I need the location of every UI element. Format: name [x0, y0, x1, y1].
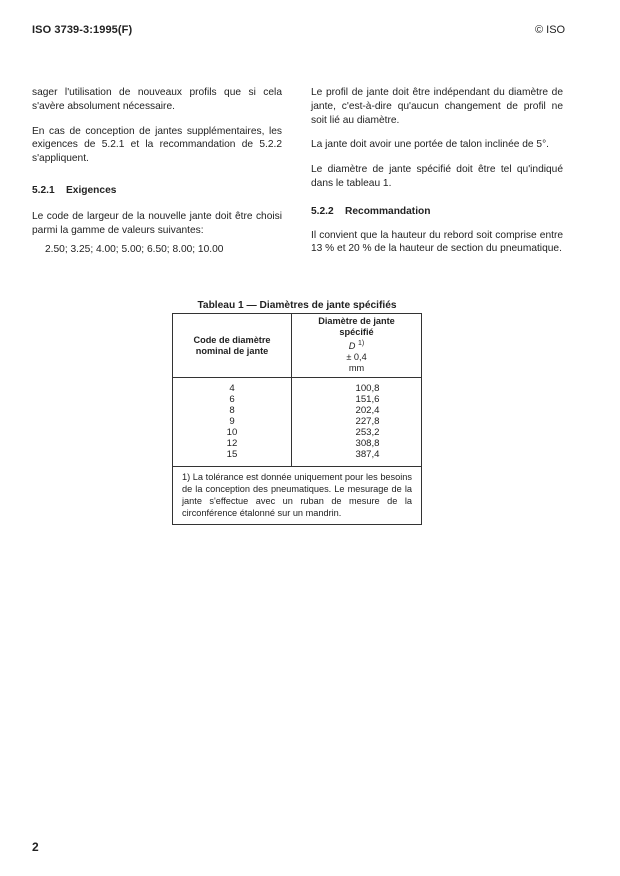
table-cell-diameter: 308,8 [355, 438, 380, 450]
table-body-row [173, 378, 422, 467]
table-cell-code: 6 [229, 394, 235, 406]
paragraph: Le diamètre de jante spécifié doit être tel qu'indiqué dans le tableau 1. [311, 164, 563, 189]
rim-diameter-table [172, 313, 422, 525]
table-header-row [173, 314, 422, 378]
section-title: Recommandation [345, 205, 431, 217]
header-code-line1: Code de diamètre [193, 334, 271, 345]
table-cell-diameter: 100,8 [355, 383, 380, 395]
table-1 [172, 300, 422, 525]
table-cell-diameter: 202,4 [355, 405, 380, 417]
rim-width-values: 2.50; 3.25; 4.00; 5.00; 6.50; 8.00; 10.00 [45, 244, 224, 256]
table-cell-diameter: 227,8 [355, 416, 380, 428]
table-cell-code: 4 [229, 383, 235, 395]
page-number: 2 [32, 840, 39, 854]
paragraph: sager l'utilisation de nouveaux profils que si cela s'avère absolument nécessaire. [32, 87, 282, 112]
header-unit: mm [348, 363, 365, 374]
section-number: 5.2.1 [32, 184, 55, 196]
paragraph: En cas de conception de jantes supplémentaires, les exigences de 5.2.1 et la recommandation de 5.2.2 s'appliquent. [32, 125, 282, 165]
codes-column [173, 378, 292, 467]
paragraph: Il convient que la hauteur du rebord soit comprise entre 13 % et 20 % de la hauteur de section du pneumatique. [311, 229, 563, 255]
table-footnote-row [173, 467, 422, 525]
header-code-line2: nominal de jante [195, 345, 269, 356]
paragraph: Le code de largeur de la nouvelle jante doit être choisi parmi la gamme de valeurs suivantes: [32, 210, 282, 236]
table-footnote: 1) La tolérance est donnée uniquement pour les besoins de la conception des pneumatiques. Le mesurage de la jante s'effectue avec un ruban de mesure de la circonférence étalonné sur un mandrin. [173, 467, 422, 525]
table-cell-diameter: 151,6 [355, 394, 380, 406]
paragraph: La jante doit avoir une portée de talon inclinée de 5°. [311, 139, 549, 151]
section-heading-5-2-1 [32, 184, 282, 198]
header-diameter-line1: Diamètre de jante [318, 316, 395, 326]
table-cell-code: 8 [229, 405, 235, 417]
left-column [32, 86, 282, 268]
header-diameter-symbol [292, 338, 421, 352]
table-cell-code: 15 [226, 449, 238, 461]
table-cell-code: 9 [229, 416, 235, 428]
section-heading-5-2-2 [311, 205, 563, 219]
table-caption: Tableau 1 — Diamètres de jante spécifiés [197, 300, 397, 311]
table-cell-diameter: 387,4 [355, 449, 380, 461]
document-reference: ISO 3739-3:1995(F) [32, 24, 133, 36]
section-title: Exigences [66, 184, 117, 196]
table-cell-diameter: 253,2 [355, 427, 380, 439]
copyright-mark: © ISO [535, 24, 566, 36]
table-cell-code: 10 [226, 427, 238, 439]
table-cell-code: 12 [226, 438, 238, 450]
footnote-mark: 1) [357, 340, 365, 347]
diameters-column [292, 378, 422, 467]
right-column [311, 86, 563, 267]
header-diameter-line2: spécifié [339, 327, 374, 337]
section-number: 5.2.2 [311, 205, 334, 217]
symbol-d: D [348, 341, 356, 352]
header-diameter [292, 314, 422, 378]
header-tolerance: ± 0,4 [346, 352, 367, 363]
header-code [173, 314, 292, 378]
paragraph: Le profil de jante doit être indépendant du diamètre de jante, c'est-à-dire qu'aucun changement de profil ne soit lié au diamètre. [311, 87, 563, 126]
